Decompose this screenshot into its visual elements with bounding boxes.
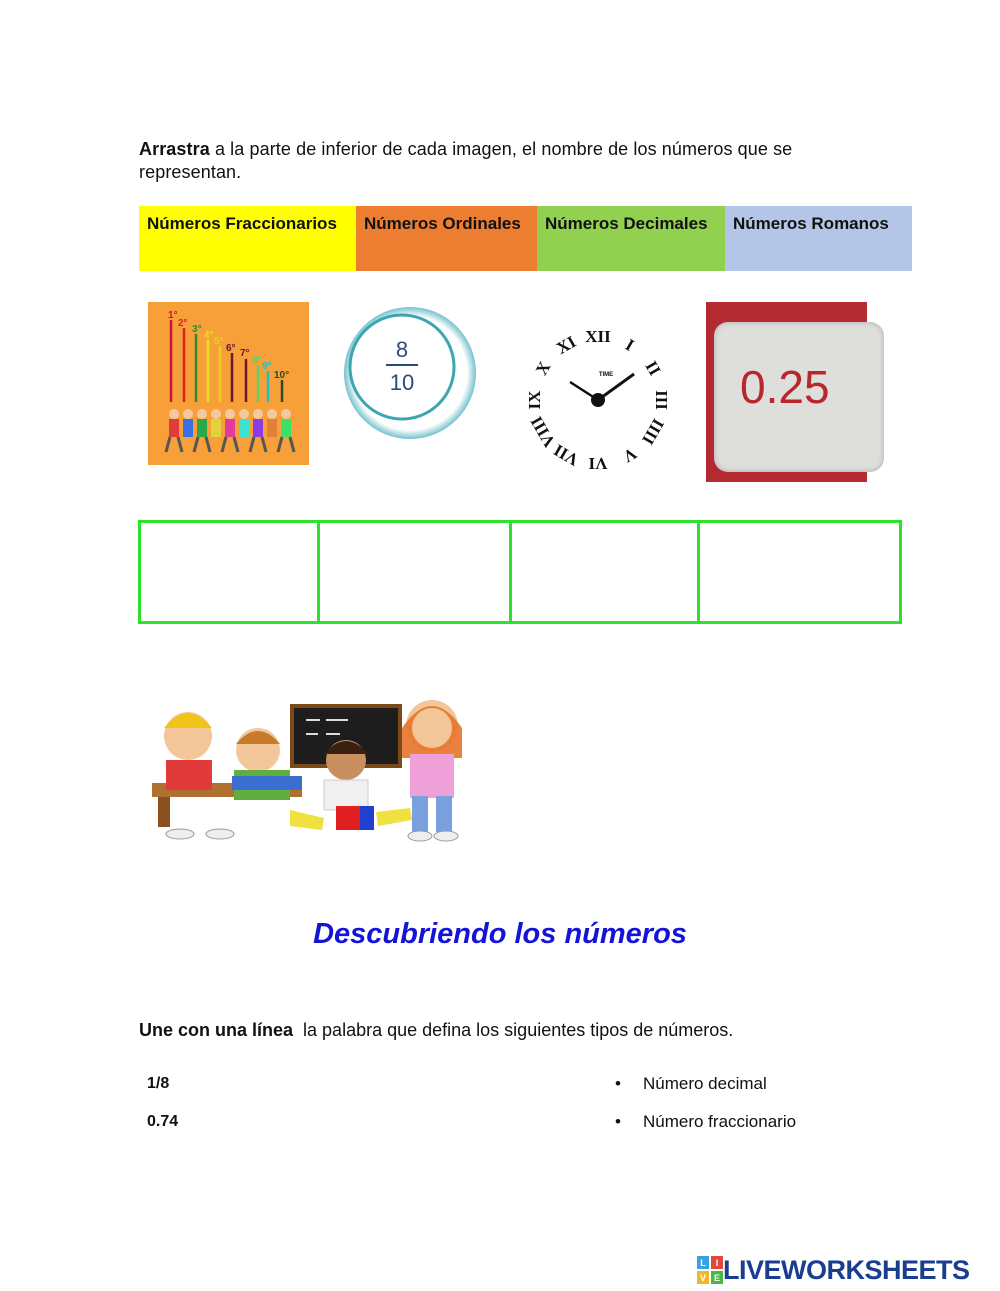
instruction-match <box>139 1020 733 1041</box>
runners-illustration <box>148 302 309 465</box>
section-title: Descubriendo los números <box>313 918 687 950</box>
ordinal-mark: 8° <box>252 355 262 366</box>
clock-numeral: XII <box>585 327 611 346</box>
drop-zone-2[interactable] <box>320 523 512 621</box>
logo-tile-letter: I <box>715 1258 719 1268</box>
match-right-item-1[interactable] <box>615 1074 767 1094</box>
logo-tile-letter: E <box>713 1273 721 1283</box>
ordinal-mark: 6° <box>226 343 236 354</box>
match-right-label-2: Número fraccionario <box>643 1112 797 1131</box>
clock-numeral: V <box>619 443 640 467</box>
ordinal-mark: 10° <box>274 370 290 381</box>
ordinal-mark: 3° <box>192 324 202 335</box>
roman-clock-image <box>516 326 681 486</box>
logo-tiles-icon <box>697 1256 723 1284</box>
label-ordinales[interactable]: Números Ordinales <box>356 206 537 271</box>
bullet-icon: • <box>615 1112 621 1131</box>
instruction-match-bold: Une con una línea <box>139 1020 294 1040</box>
match-right-item-2[interactable] <box>615 1112 796 1132</box>
drop-zone-3[interactable] <box>512 523 700 621</box>
logo-text: LIVEWORKSHEETS <box>723 1255 970 1285</box>
logo-tile-letter: V <box>699 1273 707 1283</box>
fraction-numerator: 8 <box>395 337 409 362</box>
match-right-label-1: Número decimal <box>643 1074 767 1093</box>
fraction-denominator: 10 <box>389 370 415 395</box>
clock-numeral: I <box>622 335 638 355</box>
ordinal-mark: 9° <box>262 361 272 372</box>
ordinal-runners-image <box>148 302 309 465</box>
clock-numeral: III <box>652 390 671 410</box>
label-decimales[interactable]: Números Decimales <box>537 206 725 271</box>
logo-tile-letter: L <box>700 1258 706 1268</box>
drop-zone-1[interactable] <box>141 523 320 621</box>
clock-numeral: IX <box>525 390 544 410</box>
kids-classroom-illustration <box>140 688 490 853</box>
drop-zone-4[interactable] <box>700 523 899 621</box>
ordinal-mark: 7° <box>240 348 250 359</box>
ordinal-mark: 1° <box>168 310 178 321</box>
bullet-icon: • <box>615 1074 621 1093</box>
clock-numeral: XI <box>553 332 580 358</box>
instruction-match-text: la palabra que defina los siguientes tipos de números. <box>293 1020 734 1040</box>
clock-numeral: VI <box>588 454 608 473</box>
clock-numeral: VIII <box>526 413 560 451</box>
instruction-drag-bold: Arrastra <box>139 139 210 159</box>
clock-numeral: IIII <box>638 415 668 448</box>
label-romanos[interactable]: Números Romanos <box>725 206 912 271</box>
fraction-circle <box>340 305 485 445</box>
clock-numeral: VII <box>550 440 583 470</box>
roman-clock <box>516 326 681 486</box>
ordinal-mark: 4° <box>204 330 214 341</box>
label-fraccionarios[interactable]: Números Fraccionarios <box>139 206 356 271</box>
instruction-drag-text: a la parte de inferior de cada imagen, el nombre de los números que se representan. <box>139 139 793 182</box>
match-left-item-1[interactable]: 1/8 <box>147 1075 170 1092</box>
clock-numeral: X <box>531 358 555 379</box>
clock-brand: TIME <box>598 372 614 378</box>
decimal-value: 0.25 <box>740 361 830 413</box>
kids-drawing <box>140 688 490 853</box>
ordinal-mark: 2° <box>178 318 188 329</box>
liveworksheets-logo <box>697 1256 970 1284</box>
decimal-image <box>706 302 867 482</box>
match-left-item-2[interactable]: 0.74 <box>147 1113 179 1130</box>
clock-numeral: II <box>641 357 665 379</box>
fraction-circle-image <box>340 305 485 445</box>
instruction-drag <box>139 138 864 184</box>
drop-grid <box>138 520 902 624</box>
ordinal-mark: 5° <box>214 336 224 347</box>
